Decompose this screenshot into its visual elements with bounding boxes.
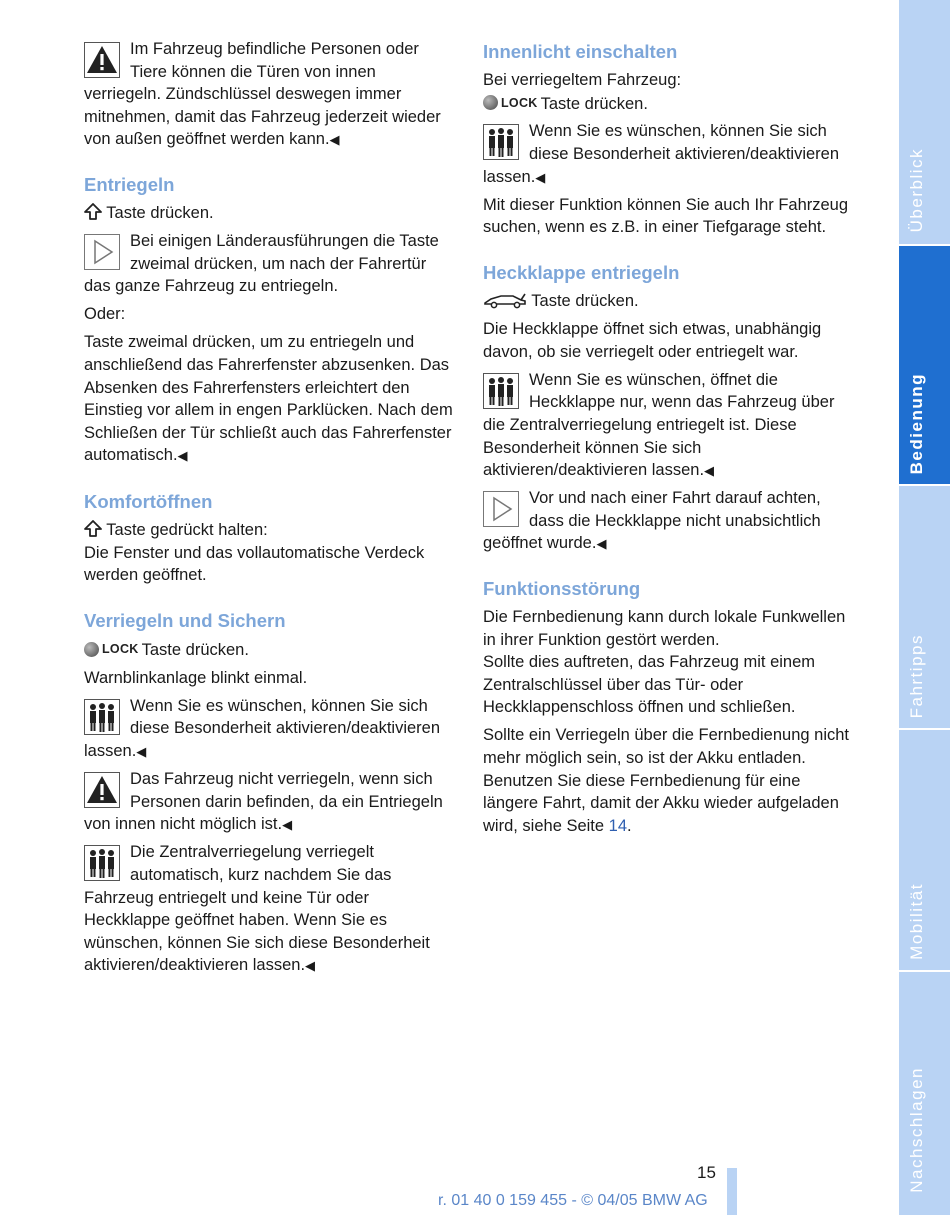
warning-note: Das Fahrzeug nicht verriegeln, wenn sich Personen darin befinden, da ein Entriegeln von innen nicht möglich ist.◀ <box>84 770 443 834</box>
heading-heckklappe: Heckklappe entriegeln <box>483 261 680 283</box>
paragraph: Taste gedrückt halten: <box>84 519 456 542</box>
lock-button-icon: LOCK <box>84 638 139 661</box>
paragraph: Sollte ein Verriegeln über die Fernbedienung nicht mehr möglich sein, so ist der Akku entladen. Benutzen Sie diese Fernbedienung für eine längere Fahrt, damit der Akku wieder aufgeladen wird, siehe Seite 14. <box>483 726 849 835</box>
warning-icon <box>84 772 120 808</box>
service-note: Wenn Sie es wünschen, können Sie sich diese Besonderheit aktivieren/deaktivieren lassen.◀ <box>84 696 441 760</box>
paragraph: Oder: <box>84 305 126 324</box>
note-arrow-icon <box>483 491 519 527</box>
service-note: Wenn Sie es wünschen, öffnet die Heckklappe nur, wenn das Fahrzeug über die Zentralverriegelung entriegelt ist. Diese Besonderheit können Sie sich aktivieren/deaktivieren lassen.◀ <box>483 370 835 480</box>
heading-innenlicht: Innenlicht einschalten <box>483 41 678 62</box>
service-note: Die Zentralverriegelung verriegelt automatisch, kurz nachdem Sie das Fahrzeug entriegelt und keine Tür oder Heckklappe geöffnet haben. Wenn Sie es wünschen, können Sie sich diese Besonderheit aktivieren/deaktivieren lassen.◀ <box>84 843 430 975</box>
unlock-arrow-icon <box>84 520 102 538</box>
info-note: Bei einigen Länderausführungen die Taste zweimal drücken, um nach der Fahrertür das ganze Fahrzeug zu entriegeln. <box>84 232 439 296</box>
paragraph: Bei verriegeltem Fahrzeug: <box>483 71 682 89</box>
paragraph: LOCK Taste drücken. <box>84 638 456 661</box>
page-link[interactable]: 14 <box>608 816 628 835</box>
paragraph: Mit dieser Funktion können Sie auch Ihr Fahrzeug suchen, wenn es z.B. in einer Tiefgarage steht. <box>483 195 849 237</box>
service-people-icon <box>84 699 120 735</box>
page-marker-bar <box>727 1168 737 1215</box>
right-column <box>483 38 855 843</box>
end-mark: ◀ <box>329 132 340 148</box>
end-mark: ◀ <box>596 536 607 552</box>
left-column <box>84 38 456 982</box>
unlock-arrow-icon <box>84 203 102 221</box>
heading-entriegeln: Entriegeln <box>84 173 175 195</box>
paragraph: Taste drücken. <box>84 202 456 225</box>
lock-button-icon: LOCK <box>483 92 538 115</box>
service-people-icon <box>483 373 519 409</box>
paragraph: Taste zweimal drücken, um zu entriegeln und anschließend das Fahrerfenster abzusenken. Das Absenken des Fahrerfensters erleichtert den Einstieg vor allem in engen Parklücken. Nach dem Schließen der Tür schließt auch das Fahrerfenster automatisch.◀ <box>84 333 453 465</box>
page-number: 15 <box>697 1163 716 1182</box>
note-arrow-icon <box>84 234 120 270</box>
service-people-icon <box>84 845 120 881</box>
end-mark: ◀ <box>535 169 546 185</box>
service-people-icon <box>483 124 519 160</box>
paragraph: LOCK Taste drücken. <box>483 92 855 115</box>
end-mark: ◀ <box>136 743 147 759</box>
warning-icon <box>84 42 120 78</box>
sidebar-tab-ueberblick[interactable]: Überblick <box>907 147 926 232</box>
end-mark: ◀ <box>305 958 316 974</box>
info-note: Vor und nach einer Fahrt darauf achten, dass die Heckklappe nicht unabsichtlich geöffnet wurde.◀ <box>483 489 821 553</box>
service-note: Wenn Sie es wünschen, können Sie sich diese Besonderheit aktivieren/deaktivieren lassen.◀ <box>483 122 840 186</box>
paragraph: Die Fenster und das vollautomatische Verdeck werden geöffnet. <box>84 543 425 585</box>
end-mark: ◀ <box>704 463 715 479</box>
end-mark: ◀ <box>282 817 293 833</box>
footer-copyright: r. 01 40 0 159 455 - © 04/05 BMW AG <box>438 1192 708 1209</box>
car-trunk-icon <box>483 291 527 309</box>
heading-komfortoeffnen: Komfortöffnen <box>84 491 213 512</box>
heading-verriegeln: Verriegeln und Sichern <box>84 609 286 631</box>
heading-funktionsstoerung: Funktionsstörung <box>483 577 641 599</box>
sidebar-tab-bedienung[interactable]: Bedienung <box>899 246 950 484</box>
paragraph: Die Fernbedienung kann durch lokale Funkwellen in ihrer Funktion gestört werden. Sollte dies auftreten, das Fahrzeug mit einem Zentralschlüssel über das Tür- oder Heckklappenschloss öffnen und schließen. <box>483 607 846 717</box>
sidebar-tab-fahrtipps[interactable]: Fahrtipps <box>907 633 926 718</box>
paragraph: Die Heckklappe öffnet sich etwas, unabhängig davon, ob sie verriegelt oder entriegelt war. <box>483 320 822 361</box>
chapter-sidebar <box>899 0 950 1215</box>
end-mark: ◀ <box>177 448 188 464</box>
sidebar-tab-nachschlagen[interactable]: Nachschlagen <box>907 1067 926 1193</box>
warning-note: Im Fahrzeug befindliche Personen oder Tiere können die Türen von innen verriegeln. Zündschlüssel deswegen immer mitnehmen, damit das Fahrzeug jederzeit wieder von außen geöffnet werden kann.◀ <box>84 40 441 149</box>
paragraph: Warnblinkanlage blinkt einmal. <box>84 668 308 687</box>
sidebar-tab-mobilitaet[interactable]: Mobilität <box>907 883 926 960</box>
paragraph: Taste drücken. <box>483 290 855 313</box>
